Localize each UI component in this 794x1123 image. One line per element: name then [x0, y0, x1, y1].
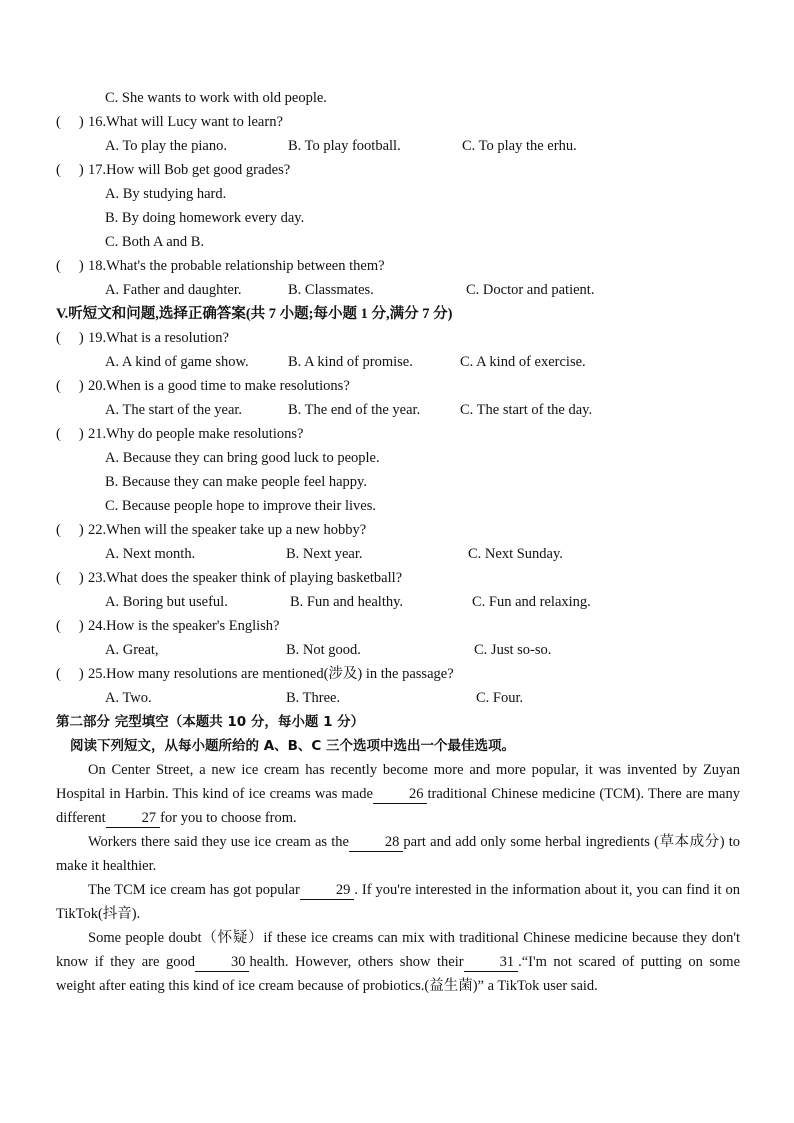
question-18: [0, 254, 794, 278]
question-25: [0, 662, 794, 686]
option-b[interactable]: B. Next year.: [286, 546, 363, 562]
paragraph-1: On Center Street, a new ice cream has recently become more and more popular, it was invented by Zuyan Hospital in Harbin. This kind of ice creams was made 26 traditional Chinese medicine (TCM). There are many different 27 for you to choose from.: [56, 762, 740, 826]
part-2-title: 第二部分 完型填空（本题共 10 分，每小题 1 分）: [56, 714, 365, 730]
paragraph-4: Some people doubt（怀疑）if these ice creams can mix with traditional Chinese medicine because they don't know if they are good 30 health. However, others show their 31 .“I'm not scared of putting on some weight after eating this kind of ice cream because of probiotics.(益生菌)” a TikTok user said.: [56, 930, 740, 994]
question-16: [0, 110, 794, 134]
question-21-option-b-line: [0, 470, 794, 494]
answer-bracket[interactable]: ( ): [56, 162, 84, 178]
option-a[interactable]: A. A kind of game show.: [105, 354, 249, 370]
answer-bracket[interactable]: ( ): [56, 522, 84, 538]
part-2-instruction: 阅读下列短文，从每小题所给的 A、B、C 三个选项中选出一个最佳选项。: [70, 738, 516, 754]
question-22: [0, 518, 794, 542]
option-a[interactable]: A. By studying hard.: [105, 186, 227, 202]
option-b[interactable]: B. Not good.: [286, 642, 361, 658]
question-text: 17.How will Bob get good grades?: [88, 162, 291, 178]
question-23-options: [0, 590, 794, 614]
option-b[interactable]: B. Classmates.: [288, 282, 374, 298]
question-21-option-c-line: [0, 494, 794, 518]
question-24-options: [0, 638, 794, 662]
option-a[interactable]: A. Father and daughter.: [105, 282, 242, 298]
option-c[interactable]: C. Because people hope to improve their lives.: [105, 498, 376, 514]
option-c[interactable]: C. A kind of exercise.: [460, 354, 586, 370]
answer-bracket[interactable]: ( ): [56, 618, 84, 634]
question-text: 22.When will the speaker take up a new hobby?: [88, 522, 367, 538]
option-a[interactable]: A. Great,: [105, 642, 159, 658]
option-a[interactable]: A. Next month.: [105, 546, 196, 562]
question-text: 25.How many resolutions are mentioned(涉及) in the passage?: [88, 666, 454, 682]
option-b[interactable]: B. A kind of promise.: [288, 354, 413, 370]
question-21: [0, 422, 794, 446]
option-a[interactable]: A. Boring but useful.: [105, 594, 228, 610]
answer-bracket[interactable]: ( ): [56, 330, 84, 346]
option-b[interactable]: B. The end of the year.: [288, 402, 421, 418]
question-text: 16.What will Lucy want to learn?: [88, 114, 283, 130]
option-c[interactable]: C. To play the erhu.: [462, 138, 577, 154]
blank-27[interactable]: 27: [106, 809, 161, 828]
answer-bracket[interactable]: ( ): [56, 426, 84, 442]
section-5-title: V.听短文和问题,选择正确答案(共 7 小题;每小题 1 分,满分 7 分): [56, 306, 453, 322]
option-a[interactable]: A. The start of the year.: [105, 402, 243, 418]
option-c[interactable]: C. Just so-so.: [474, 642, 552, 658]
part-2-heading-line: [0, 710, 794, 734]
cloze-passage-body: [56, 758, 740, 998]
section-5-heading-line: [0, 302, 794, 326]
question-text: 21.Why do people make resolutions?: [88, 426, 304, 442]
exam-page: [0, 86, 794, 1046]
option-b[interactable]: B. Three.: [286, 690, 341, 706]
question-17-option-b-line: [0, 206, 794, 230]
question-17-option-a-line: [0, 182, 794, 206]
blank-28[interactable]: 28: [349, 833, 404, 852]
option-b[interactable]: B. Fun and healthy.: [290, 594, 404, 610]
question-23: [0, 566, 794, 590]
answer-bracket[interactable]: ( ): [56, 114, 84, 130]
option-b[interactable]: B. Because they can make people feel happy.: [105, 474, 367, 490]
question-text: 20.When is a good time to make resolutions?: [88, 378, 350, 394]
answer-bracket[interactable]: ( ): [56, 378, 84, 394]
question-text: 18.What's the probable relationship between them?: [88, 258, 385, 274]
answer-bracket[interactable]: ( ): [56, 666, 84, 682]
answer-bracket[interactable]: ( ): [56, 258, 84, 274]
question-21-option-a-line: [0, 446, 794, 470]
question-text: 23.What does the speaker think of playing basketball?: [88, 570, 403, 586]
option-a[interactable]: A. Because they can bring good luck to people.: [105, 450, 380, 466]
question-text: 19.What is a resolution?: [88, 330, 229, 346]
question-19: [0, 326, 794, 350]
question-22-options: [0, 542, 794, 566]
option-c[interactable]: C. Next Sunday.: [468, 546, 563, 562]
question-17-option-c-line: [0, 230, 794, 254]
paragraph-3: The TCM ice cream has got popular 29 . If you're interested in the information about it, you can find it on TikTok(抖音).: [56, 882, 740, 922]
option-b[interactable]: B. By doing homework every day.: [105, 210, 305, 226]
option-a[interactable]: A. Two.: [105, 690, 152, 706]
cloze-passage: [0, 758, 794, 1046]
answer-bracket[interactable]: ( ): [56, 570, 84, 586]
option-c[interactable]: C. The start of the day.: [460, 402, 593, 418]
option-c[interactable]: C. Fun and relaxing.: [472, 594, 591, 610]
question-text: 24.How is the speaker's English?: [88, 618, 280, 634]
question-17: [0, 158, 794, 182]
question-20: [0, 374, 794, 398]
blank-26[interactable]: 26: [373, 785, 428, 804]
part-2-instruction-line: [0, 734, 794, 758]
option-c[interactable]: C. Both A and B.: [105, 234, 205, 250]
question-16-options: [0, 134, 794, 158]
question-24: [0, 614, 794, 638]
q15-option-c-line: [0, 86, 794, 110]
question-19-options: [0, 350, 794, 374]
q15-option-c: C. She wants to work with old people.: [105, 90, 327, 106]
option-c[interactable]: C. Doctor and patient.: [466, 282, 595, 298]
question-25-options: [0, 686, 794, 710]
blank-29[interactable]: 29: [300, 881, 355, 900]
paragraph-2: Workers there said they use ice cream as the 28 part and add only some herbal ingredients (草本成分) to make it healthier.: [56, 834, 740, 874]
question-18-options: [0, 278, 794, 302]
option-c[interactable]: C. Four.: [476, 690, 524, 706]
blank-31[interactable]: 31: [464, 953, 519, 972]
option-b[interactable]: B. To play football.: [288, 138, 401, 154]
question-20-options: [0, 398, 794, 422]
option-a[interactable]: A. To play the piano.: [105, 138, 227, 154]
blank-30[interactable]: 30: [195, 953, 250, 972]
